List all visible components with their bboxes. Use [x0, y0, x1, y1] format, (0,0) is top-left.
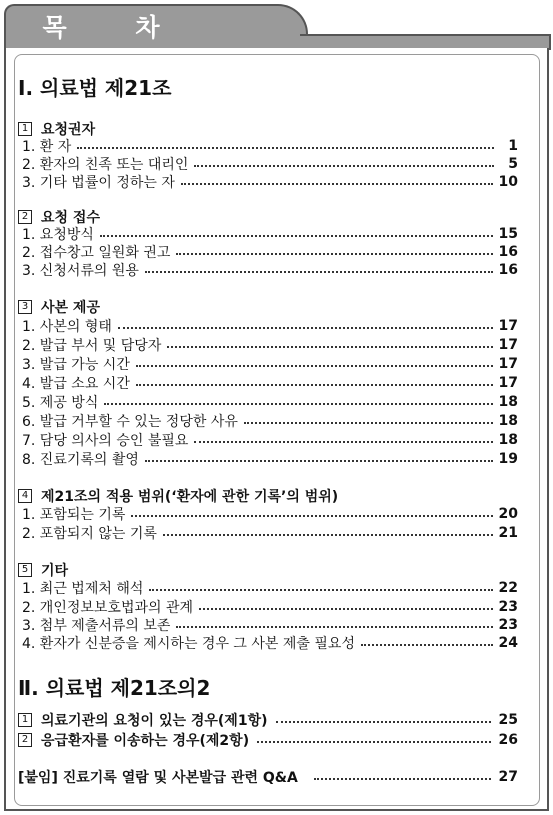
- toc-entry[interactable]: [22, 354, 518, 373]
- entry-title: 2. 발급 부서 및 담당자: [22, 337, 162, 354]
- page-number: 22: [498, 579, 518, 596]
- section-number-box: 3: [18, 300, 32, 314]
- page-number: 5: [508, 155, 518, 172]
- section-title: 사본 제공: [41, 300, 100, 316]
- leader-dots: [194, 165, 494, 167]
- page-number: 24: [498, 634, 518, 651]
- entry-title: 2. 접수창고 일원화 권고: [22, 244, 171, 261]
- section-number-box: 2: [18, 733, 32, 747]
- section-title: 요청권자: [41, 122, 96, 138]
- entry-title: 5. 제공 방식: [22, 394, 99, 411]
- page-number: 23: [498, 616, 518, 633]
- toc-entry[interactable]: [22, 504, 518, 523]
- leader-dots: [176, 253, 492, 255]
- appendix-title: [붙임] 진료기록 열람 및 사본발급 관련 Q&A: [18, 769, 298, 786]
- section-number-box: 1: [18, 713, 32, 727]
- toc-header: [0, 0, 553, 52]
- toc-title: 목 차: [42, 13, 190, 42]
- section-title: 제21조의 적용 범위(‘환자에 관한 기록’의 범위): [41, 489, 339, 505]
- leader-dots: [361, 644, 493, 646]
- toc-entry[interactable]: [18, 730, 518, 749]
- toc-entry[interactable]: [18, 767, 518, 786]
- leader-dots: [257, 741, 490, 743]
- toc-entry[interactable]: [22, 615, 518, 634]
- leader-dots: [149, 589, 492, 591]
- toc-entry[interactable]: [22, 136, 518, 155]
- toc-entry[interactable]: [22, 430, 518, 449]
- leader-dots: [194, 441, 492, 443]
- leader-dots: [276, 721, 491, 723]
- entry-title: 4. 환자가 신분증을 제시하는 경우 그 사본 제출 필요성: [22, 635, 355, 652]
- entry-title: 4. 발급 소요 시간: [22, 375, 130, 392]
- entry-title: 2. 환자의 친족 또는 대리인: [22, 156, 189, 173]
- toc-entry[interactable]: [22, 242, 518, 261]
- entry-title: 응급환자를 이송하는 경우(제2항): [41, 732, 250, 749]
- entry-title: 1. 환 자: [22, 138, 72, 155]
- entry-title: 1. 포함되는 기록: [22, 506, 126, 523]
- entry-title: 7. 담당 의사의 승인 불필요: [22, 432, 189, 449]
- entry-title: 3. 기타 법률이 정하는 자: [22, 174, 175, 191]
- toc-entry[interactable]: [22, 172, 518, 191]
- section-number-box: 5: [18, 563, 32, 577]
- toc-entry[interactable]: [22, 154, 518, 173]
- page-number: 17: [498, 336, 518, 353]
- section-number-box: 2: [18, 210, 32, 224]
- entry-title: 6. 발급 거부할 수 있는 정당한 사유: [22, 413, 238, 430]
- page-number: 20: [498, 505, 518, 522]
- section-heading: [18, 297, 100, 317]
- title-tab: [4, 4, 308, 50]
- toc-entry[interactable]: [22, 373, 518, 392]
- section-title: 요청 접수: [41, 210, 100, 226]
- entry-title: 3. 신청서류의 원용: [22, 262, 139, 279]
- page-number: 19: [498, 450, 518, 467]
- toc-entry[interactable]: [22, 260, 518, 279]
- entry-title: 1. 최근 법제처 해석: [22, 580, 144, 597]
- leader-dots: [104, 403, 492, 405]
- toc-entry[interactable]: [22, 597, 518, 616]
- entry-title: 2. 포함되지 않는 기록: [22, 525, 157, 542]
- entry-title: 의료기관의 요청이 있는 경우(제1항): [41, 712, 268, 729]
- page-number: 16: [498, 261, 518, 278]
- toc-entry[interactable]: [22, 316, 518, 335]
- toc-entry[interactable]: [22, 523, 518, 542]
- toc-entry[interactable]: [22, 335, 518, 354]
- leader-dots: [181, 183, 493, 185]
- page-number: 1: [508, 137, 518, 154]
- toc-entry[interactable]: [22, 392, 518, 411]
- leader-dots: [314, 778, 491, 780]
- page-number: 16: [498, 243, 518, 260]
- page-number: 21: [498, 524, 518, 541]
- section-number-box: 1: [18, 122, 32, 136]
- page-number: 25: [498, 711, 518, 728]
- section-title: 기타: [41, 563, 69, 579]
- entry-title: 3. 발급 가능 시간: [22, 356, 130, 373]
- page-number: 18: [498, 431, 518, 448]
- leader-dots: [136, 365, 493, 367]
- toc-entry[interactable]: [22, 449, 518, 468]
- toc-entry[interactable]: [22, 224, 518, 243]
- page-number: 26: [498, 731, 518, 748]
- page-number: 18: [498, 393, 518, 410]
- toc-entry[interactable]: [18, 710, 518, 729]
- page-number: 15: [498, 225, 518, 242]
- part-heading: Ⅰ. 의료법 제21조: [18, 76, 172, 100]
- page-number: 27: [498, 768, 518, 785]
- leader-dots: [77, 147, 494, 149]
- leader-dots: [167, 346, 492, 348]
- leader-dots: [145, 460, 493, 462]
- entry-title: 3. 첨부 제출서류의 보존: [22, 617, 171, 634]
- page-number: 18: [498, 412, 518, 429]
- leader-dots: [176, 626, 492, 628]
- leader-dots: [131, 515, 492, 517]
- toc-entry[interactable]: [22, 633, 518, 652]
- leader-dots: [244, 422, 493, 424]
- entry-title: 2. 개인정보보호법과의 관계: [22, 599, 194, 616]
- leader-dots: [118, 327, 493, 329]
- page-number: 17: [498, 355, 518, 372]
- leader-dots: [136, 384, 493, 386]
- page-number: 17: [498, 374, 518, 391]
- toc-entry[interactable]: [22, 578, 518, 597]
- leader-dots: [145, 271, 493, 273]
- entry-title: 8. 진료기록의 촬영: [22, 451, 139, 468]
- entry-title: 1. 요청방식: [22, 226, 94, 243]
- section-number-box: 4: [18, 489, 32, 503]
- part-heading: Ⅱ. 의료법 제21조의2: [18, 676, 211, 700]
- page-number: 17: [498, 317, 518, 334]
- entry-title: 1. 사본의 형태: [22, 318, 112, 335]
- toc-entry[interactable]: [22, 411, 518, 430]
- leader-dots: [199, 608, 492, 610]
- page-number: 23: [498, 598, 518, 615]
- leader-dots: [163, 534, 493, 536]
- leader-dots: [100, 235, 493, 237]
- page-number: 10: [498, 173, 518, 190]
